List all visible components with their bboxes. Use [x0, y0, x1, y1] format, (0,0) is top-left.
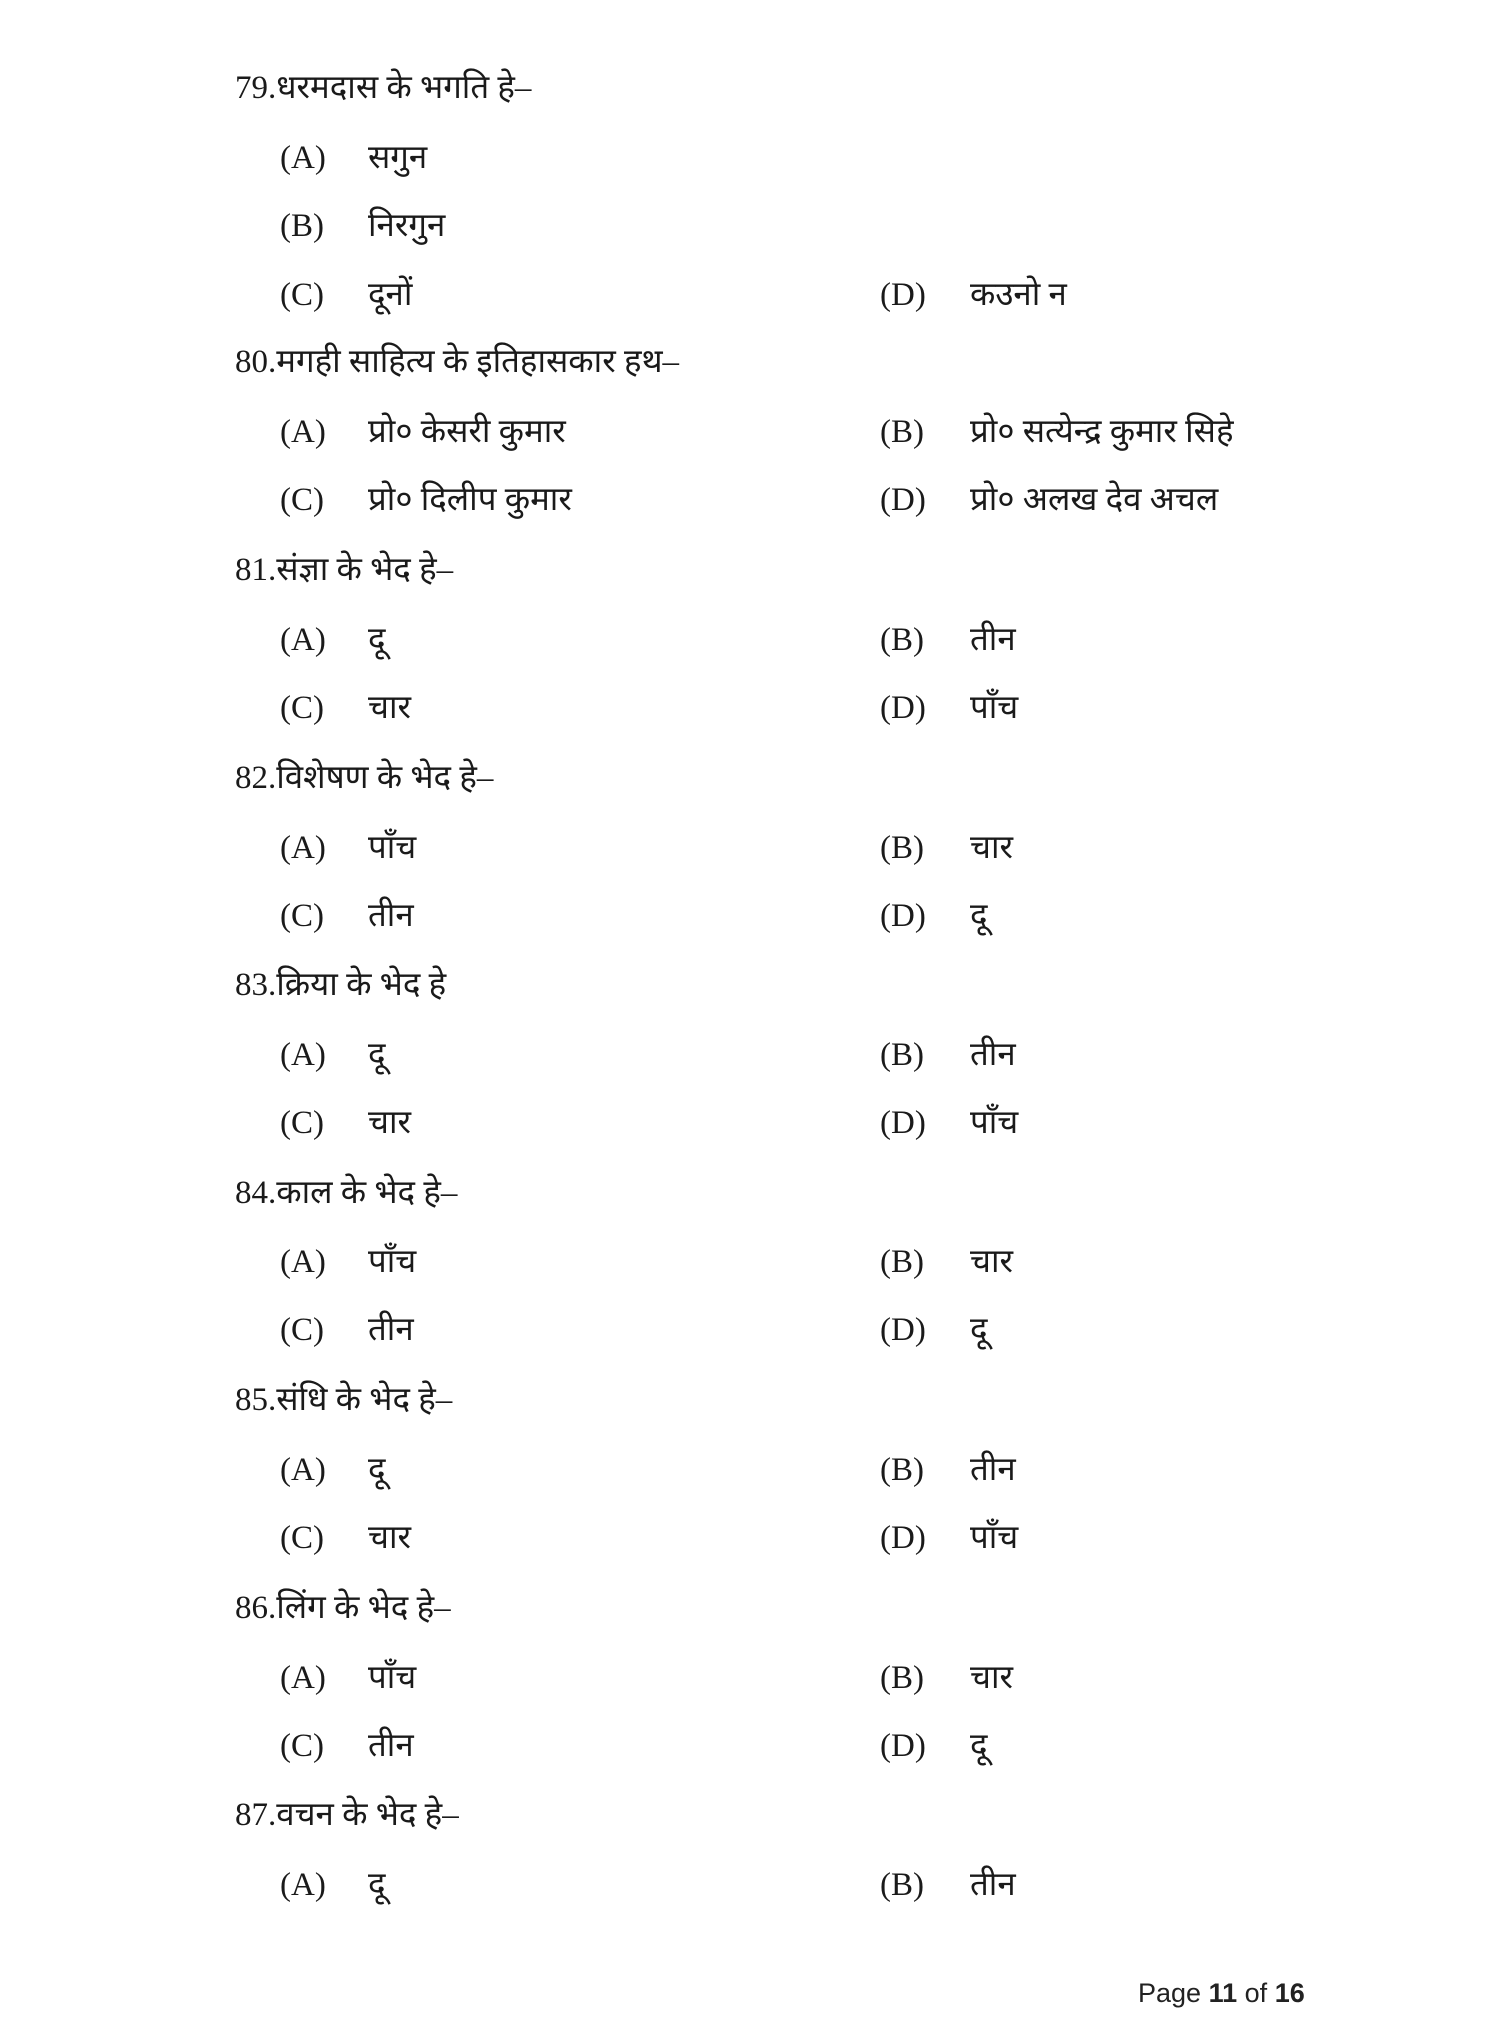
option-label: (A): [280, 1452, 326, 1488]
question-87: [0, 1785, 1505, 1845]
option-row: [0, 610, 1505, 670]
option-label: (D): [880, 277, 926, 313]
option-text: पाँच: [970, 1520, 1019, 1556]
question-84: [0, 1163, 1505, 1223]
option-text: पाँच: [368, 1244, 417, 1280]
option-row: [0, 402, 1505, 462]
option-text: दू: [368, 1452, 386, 1488]
option-text: प्रो० सत्येन्द्र कुमार सिहे: [970, 414, 1234, 450]
option-row: [0, 1855, 1505, 1915]
option-text: दू: [368, 622, 386, 658]
option-row: [0, 1093, 1505, 1153]
question-text: 80.मगही साहित्य के इतिहासकार हथ–: [235, 344, 680, 380]
option-label: (A): [280, 1867, 326, 1903]
option-text: दू: [970, 898, 988, 934]
option-label: (C): [280, 1312, 324, 1348]
option-text: तीन: [368, 1728, 414, 1764]
option-label: (B): [880, 414, 924, 450]
option-text: चार: [368, 1105, 411, 1141]
question-80: [0, 332, 1505, 392]
page-of: of: [1244, 1978, 1268, 2008]
option-text: चार: [368, 690, 411, 726]
question-text: 79.धरमदास के भगति हे–: [235, 70, 532, 106]
page-prefix: Page: [1138, 1978, 1202, 2008]
option-label: (D): [880, 1105, 926, 1141]
option-text: कउनो न: [970, 277, 1067, 313]
option-text: प्रो० दिलीप कुमार: [368, 482, 572, 518]
option-label: (B): [280, 208, 324, 244]
option-label: (C): [280, 1728, 324, 1764]
option-label: (D): [880, 1728, 926, 1764]
option-text: चार: [368, 1520, 411, 1556]
question-79: [0, 58, 1505, 118]
option-text: चार: [970, 1660, 1013, 1696]
question-text: 86.लिंग के भेद हे–: [235, 1590, 451, 1626]
option-row: [0, 1025, 1505, 1085]
option-label: (D): [880, 898, 926, 934]
page-total: 16: [1274, 1978, 1305, 2008]
option-label: (C): [280, 690, 324, 726]
question-85: [0, 1370, 1505, 1430]
option-label: (A): [280, 1660, 326, 1696]
option-row: [0, 1716, 1505, 1776]
option-label: (D): [880, 1520, 926, 1556]
option-label: (A): [280, 622, 326, 658]
option-row: [0, 1648, 1505, 1708]
option-row: [0, 128, 1505, 188]
option-label: (A): [280, 1037, 326, 1073]
option-text: तीन: [970, 1452, 1016, 1488]
option-text: पाँच: [970, 690, 1019, 726]
question-text: 84.काल के भेद हे–: [235, 1175, 458, 1211]
option-row: [0, 470, 1505, 530]
question-text: 87.वचन के भेद हे–: [235, 1797, 459, 1833]
option-label: (A): [280, 414, 326, 450]
option-row: [0, 886, 1505, 946]
option-label: (D): [880, 482, 926, 518]
option-label: (B): [880, 622, 924, 658]
option-text: दू: [368, 1037, 386, 1073]
option-text: दूनों: [368, 277, 413, 313]
option-label: (C): [280, 482, 324, 518]
option-label: (B): [880, 1452, 924, 1488]
question-text: 83.क्रिया के भेद हे: [235, 967, 447, 1003]
option-row: [0, 1440, 1505, 1500]
option-text: दू: [970, 1312, 988, 1348]
option-text: चार: [970, 1244, 1013, 1280]
option-label: (A): [280, 140, 326, 176]
option-text: निरगुन: [368, 208, 446, 244]
option-text: प्रो० केसरी कुमार: [368, 414, 566, 450]
option-label: (B): [880, 1867, 924, 1903]
question-83: [0, 955, 1505, 1015]
option-row: [0, 1232, 1505, 1292]
option-label: (C): [280, 1105, 324, 1141]
option-row: [0, 678, 1505, 738]
option-text: दू: [970, 1728, 988, 1764]
option-row: [0, 1508, 1505, 1568]
question-text: 81.संज्ञा के भेद हे–: [235, 552, 454, 588]
option-row: [0, 265, 1505, 325]
page-current: 11: [1208, 1978, 1238, 2008]
option-label: (C): [280, 898, 324, 934]
option-label: (B): [880, 830, 924, 866]
question-81: [0, 540, 1505, 600]
option-text: तीन: [368, 898, 414, 934]
option-label: (C): [280, 1520, 324, 1556]
option-label: (A): [280, 1244, 326, 1280]
option-text: तीन: [970, 1037, 1016, 1073]
option-row: [0, 196, 1505, 256]
option-label: (A): [280, 830, 326, 866]
question-text: 82.विशेषण के भेद हे–: [235, 760, 494, 796]
option-text: तीन: [970, 622, 1016, 658]
option-text: सगुन: [368, 140, 428, 176]
option-text: चार: [970, 830, 1013, 866]
option-text: तीन: [368, 1312, 414, 1348]
option-label: (D): [880, 690, 926, 726]
option-text: पाँच: [368, 1660, 417, 1696]
option-label: (B): [880, 1244, 924, 1280]
option-text: पाँच: [970, 1105, 1019, 1141]
option-label: (B): [880, 1037, 924, 1073]
option-row: [0, 1300, 1505, 1360]
option-label: (D): [880, 1312, 926, 1348]
option-text: पाँच: [368, 830, 417, 866]
page-number: [1138, 1978, 1305, 2009]
option-text: प्रो० अलख देव अचल: [970, 482, 1219, 518]
question-text: 85.संधि के भेद हे–: [235, 1382, 453, 1418]
option-label: (C): [280, 277, 324, 313]
option-text: तीन: [970, 1867, 1016, 1903]
option-row: [0, 818, 1505, 878]
question-86: [0, 1578, 1505, 1638]
question-82: [0, 748, 1505, 808]
option-label: (B): [880, 1660, 924, 1696]
option-text: दू: [368, 1867, 386, 1903]
